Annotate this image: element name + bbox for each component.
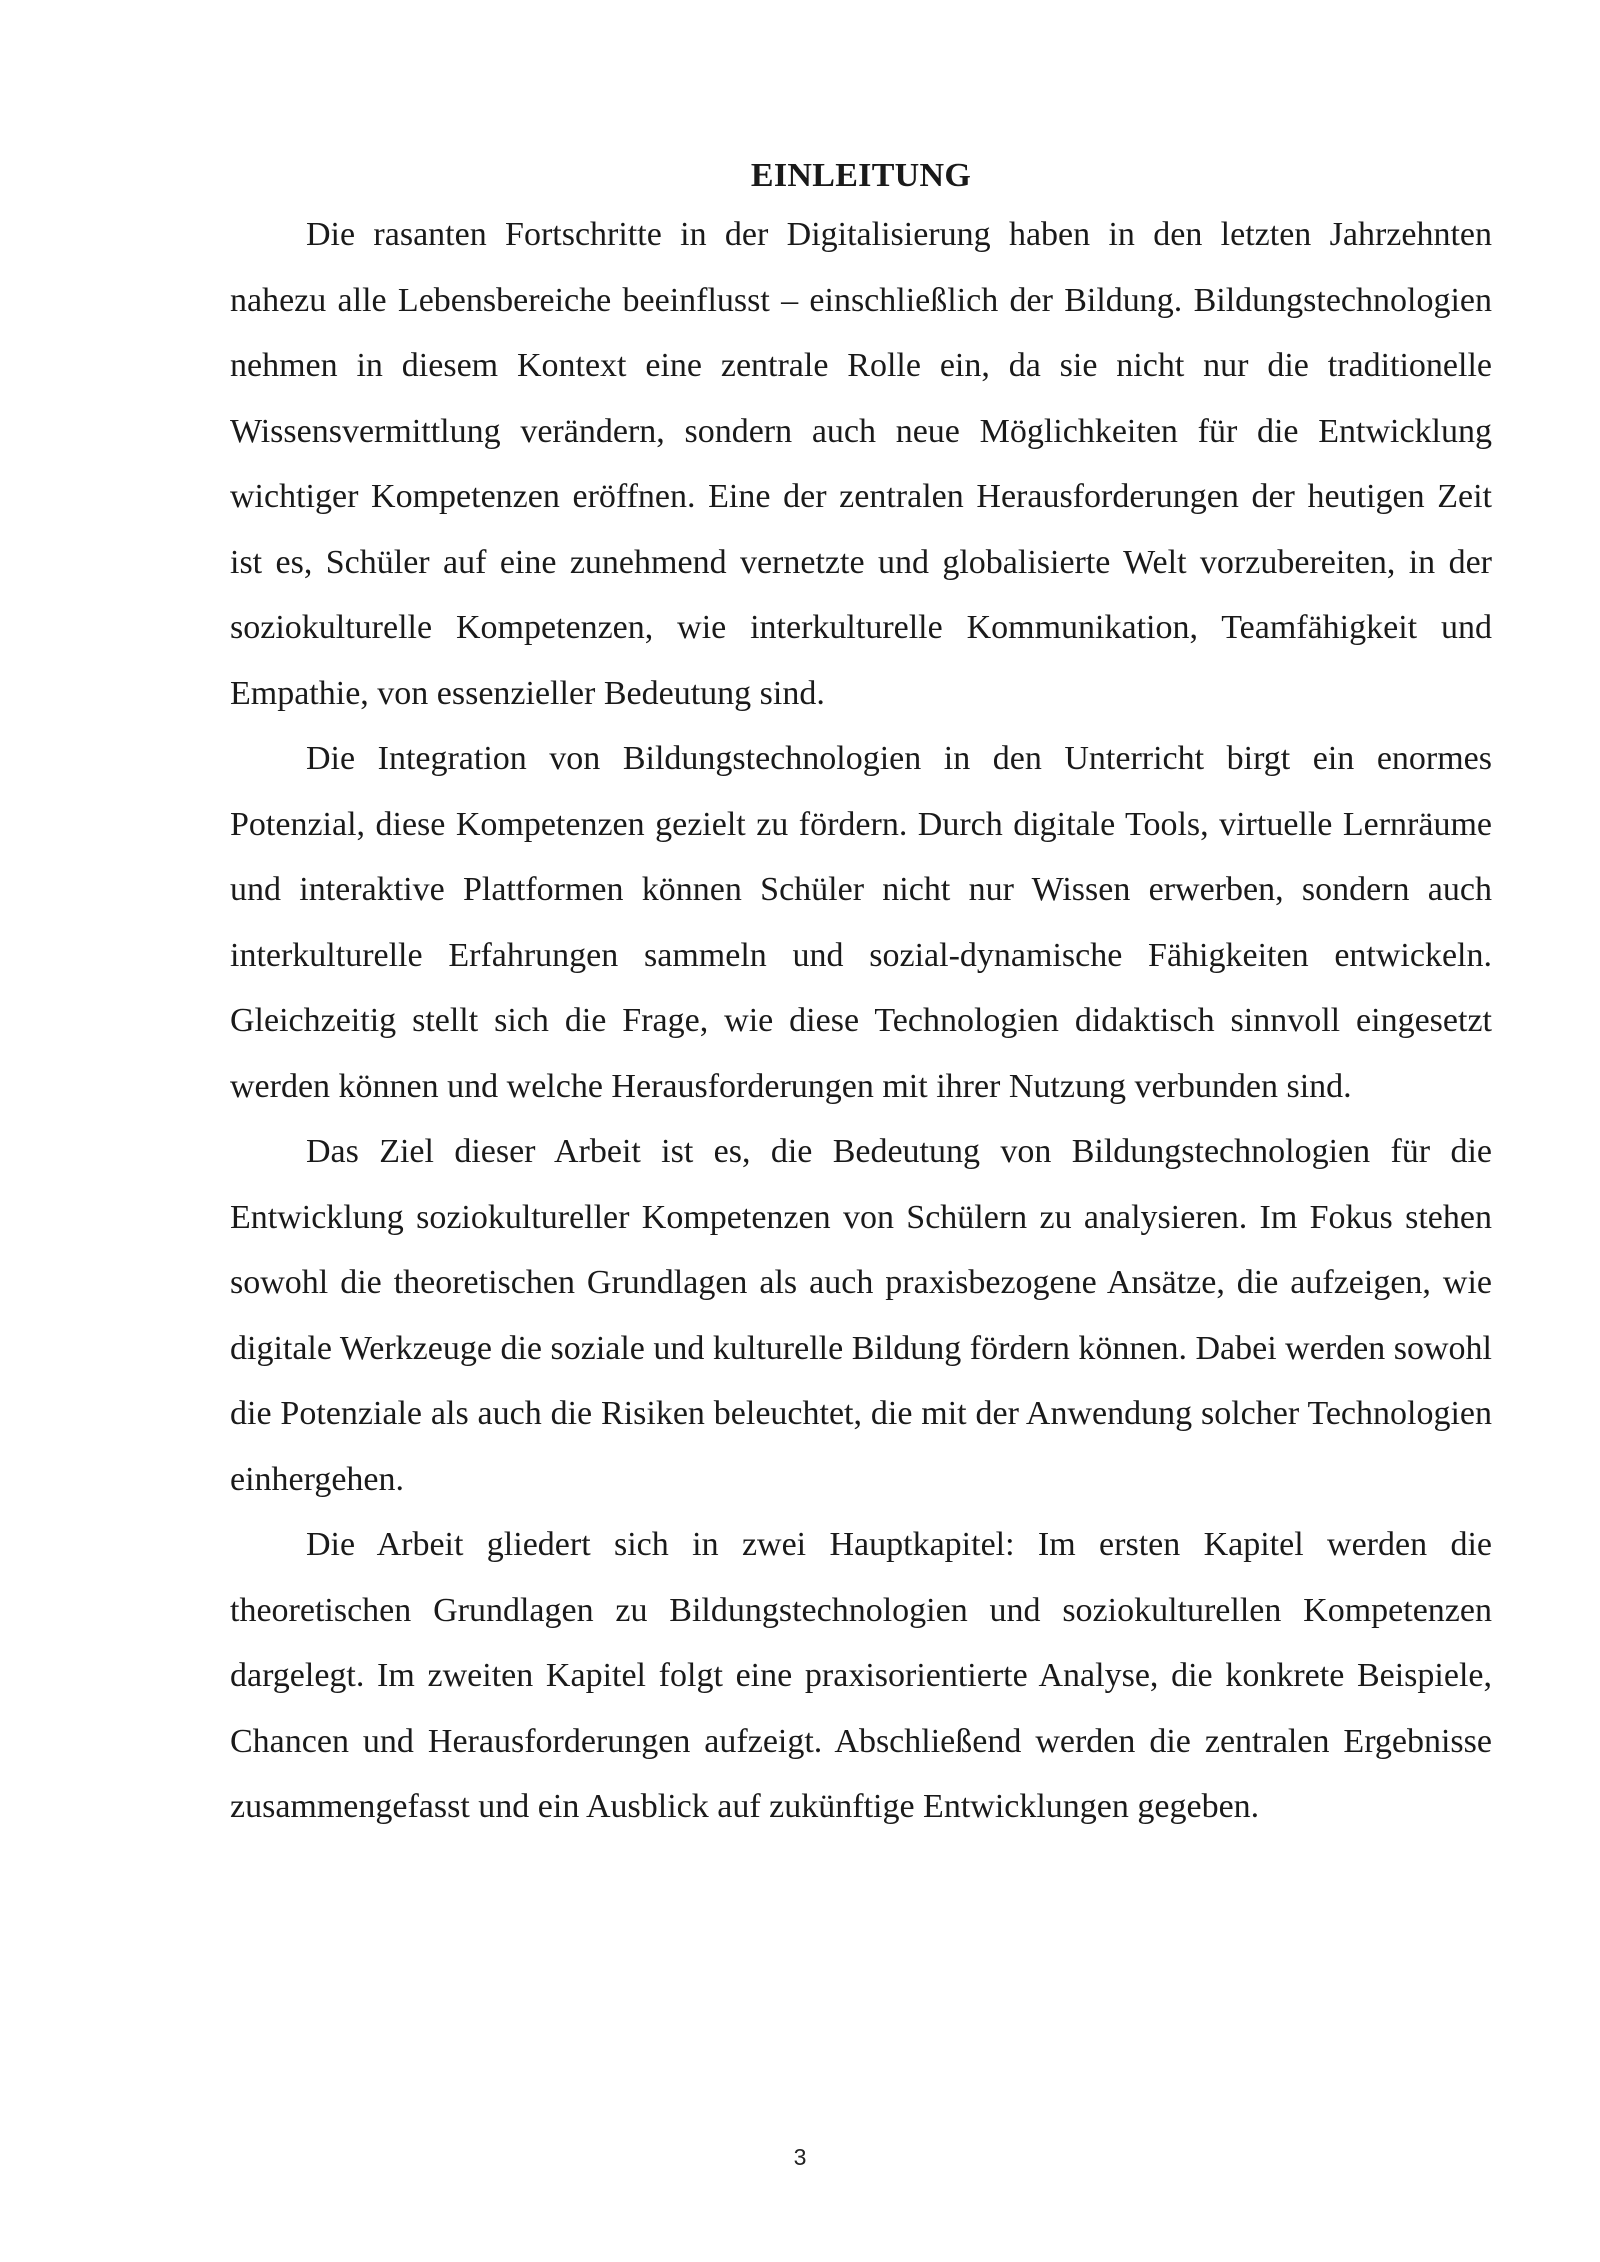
paragraph-1: Die rasanten Fortschritte in der Digitalisierung haben in den letzten Jahrzehnten nahezu alle Lebensbereiche beeinflusst – einschließlich der Bildung. Bildungstechnologien nehmen in diesem Kontext eine zentrale Rolle ein, da sie nicht nur die traditionelle Wissensvermittlung verändern, sondern auch neue Möglichkeiten für die Entwicklung wichtiger Kompetenzen eröffnen. Eine der zentralen Herausforderungen der heutigen Zeit ist es, Schüler auf eine zunehmend vernetzte und globalisierte Welt vorzubereiten, in der soziokulturelle Kompetenzen, wie interkulturelle Kommunikation, Teamfähigkeit und Empathie, von essenzieller Bedeutung sind. bbox=[230, 216, 1492, 712]
page-body bbox=[230, 150, 1492, 1840]
page-number: 3 bbox=[793, 2144, 807, 2170]
paragraph-2: Die Integration von Bildungstechnologien in den Unterricht birgt ein enormes Potenzial, diese Kompetenzen gezielt zu fördern. Durch digitale Tools, virtuelle Lernräume und interaktive Plattformen können Schüler nicht nur Wissen erwerben, sondern auch interkulturelle Erfahrungen sammeln und sozial-dynamische Fähigkeiten entwickeln. Gleichzeitig stellt sich die Frage, wie diese Technologien didaktisch sinnvoll eingesetzt werden können und welche Herausforderungen mit ihrer Nutzung verbunden sind. bbox=[230, 740, 1492, 1105]
section-heading: EINLEITUNG bbox=[750, 157, 972, 194]
paragraph-4: Die Arbeit gliedert sich in zwei Hauptkapitel: Im ersten Kapitel werden die theoretischen Grundlagen zu Bildungstechnologien und soziokulturellen Kompetenzen dargelegt. Im zweiten Kapitel folgt eine praxisorientierte Analyse, die konkrete Beispiele, Chancen und Herausforderungen aufzeigt. Abschließend werden die zentralen Ergebnisse zusammengefasst und ein Ausblick auf zukünftige Entwicklungen gegeben. bbox=[230, 1526, 1492, 1825]
paragraph-3: Das Ziel dieser Arbeit ist es, die Bedeutung von Bildungstechnologien für die Entwicklung soziokultureller Kompetenzen von Schülern zu analysieren. Im Fokus stehen sowohl die theoretischen Grundlagen als auch praxisbezogene Ansätze, die aufzeigen, wie digitale Werkzeuge die soziale und kulturelle Bildung fördern können. Dabei werden sowohl die Potenziale als auch die Risiken beleuchtet, die mit der Anwendung solcher Technologien einhergehen. bbox=[230, 1133, 1492, 1498]
